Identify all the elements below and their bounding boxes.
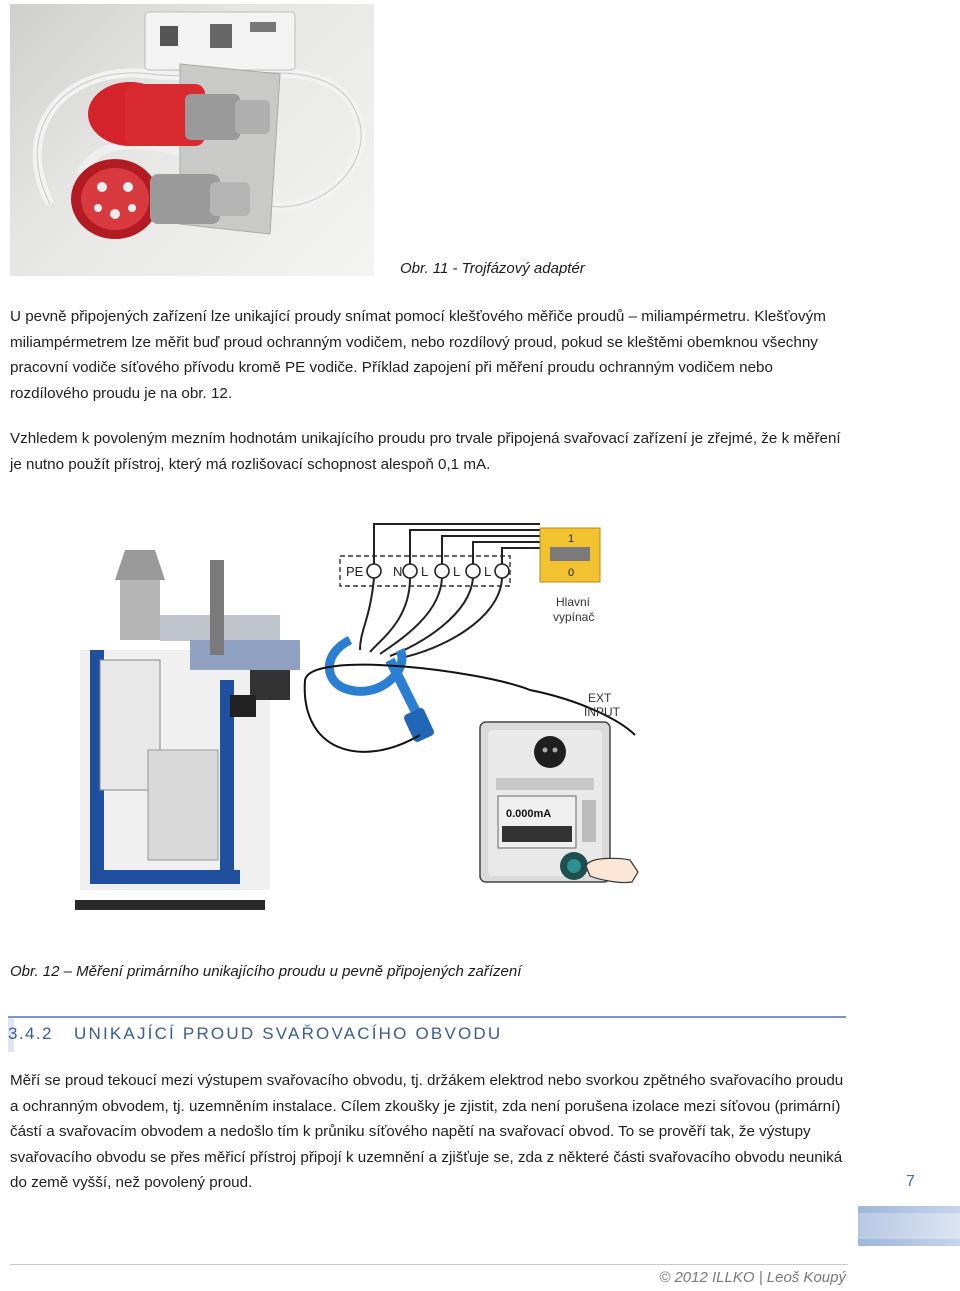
meter-reading: 0.000mA bbox=[506, 808, 552, 820]
current-clamp-icon bbox=[329, 640, 435, 743]
footer-copyright: © 2012 ILLKO | Leoš Koupý bbox=[659, 1269, 846, 1286]
figure-11-caption: Obr. 11 - Trojfázový adaptér bbox=[400, 260, 585, 277]
page-number: 7 bbox=[906, 1173, 915, 1190]
switch-on-label: 1 bbox=[568, 533, 575, 545]
three-phase-adapter-photo bbox=[10, 4, 374, 276]
terminal-label: PE bbox=[346, 564, 364, 579]
switch-off-label: 0 bbox=[568, 567, 575, 579]
section-title: UNIKAJÍCÍ PROUD SVAŘOVACÍHO OBVODU bbox=[74, 1024, 503, 1043]
three-phase-adapter-illustration bbox=[10, 4, 374, 276]
terminal-strip bbox=[340, 556, 510, 586]
terminal-label: L bbox=[484, 564, 492, 579]
ext-input-label-line1: EXT bbox=[588, 691, 612, 705]
paragraph-welding-circuit: Měří se proud tekoucí mezi výstupem svařovacího obvodu, tj. držákem elektrod nebo svorkou zpětného svařovacího proudu a ochranným obvodem, tj. uzemněním instalace. Cílem zkoušky je zjistit, zda není porušena izolace mezi síťovou (primární) částí a svařovacím obvodem a nedošlo tím k průniku síťového napětí na svařovací obvod. To se prověří tak, že výstupy svařovacího obvodu se přes měřicí přístroj připojí k uzemnění a zjišťuje se, zda z některé části svařovacího obvodu neuniká do země vyšší, než povolený proud. bbox=[10, 1072, 844, 1192]
welding-machine-illustration bbox=[75, 550, 300, 910]
terminal-label: L bbox=[421, 564, 429, 579]
terminal-label: N bbox=[393, 564, 403, 579]
leakage-measurement-diagram bbox=[60, 520, 840, 940]
figure-12-caption: Obr. 12 – Měření primárního unikajícího proudu u pevně připojených zařízení bbox=[10, 963, 522, 980]
section-heading bbox=[8, 1016, 846, 1052]
paragraph-resolution: Vzhledem k povoleným mezním hodnotám unikajícího proudu pro trvale připojená svařovací zařízení je zřejmé, že k měření je nutno použít přístroj, který má rozlišovací schopnost alespoň 0,1 mA. bbox=[10, 430, 841, 473]
terminal-label: L bbox=[453, 564, 461, 579]
paragraph-clamp-meter: U pevně připojených zařízení lze unikající proudy snímat pomocí klešťového měřiče proudů – miliampérmetru. Klešťovým miliampérmetrem lze měřit buď proud ochranným vodičem, nebo rozdílový proud, pokud se kleštěmi obemknou všechny pracovní vodiče síťového přívodu kromě PE vodiče. Příklad zapojení při měření proudu ochranným vodičem nebo rozdílového proudu je na obr. 12. bbox=[10, 308, 826, 402]
main-switch bbox=[540, 528, 600, 624]
main-switch-label-line1: Hlavní bbox=[556, 595, 591, 609]
page-tab-highlight bbox=[858, 1213, 960, 1239]
main-switch-label-line2: vypínač bbox=[553, 610, 595, 624]
ext-input-label-line2: INPUT bbox=[584, 705, 620, 719]
measuring-instrument bbox=[480, 722, 610, 882]
section-number: 3.4.2 bbox=[8, 1024, 53, 1043]
footer-rule bbox=[10, 1264, 848, 1265]
